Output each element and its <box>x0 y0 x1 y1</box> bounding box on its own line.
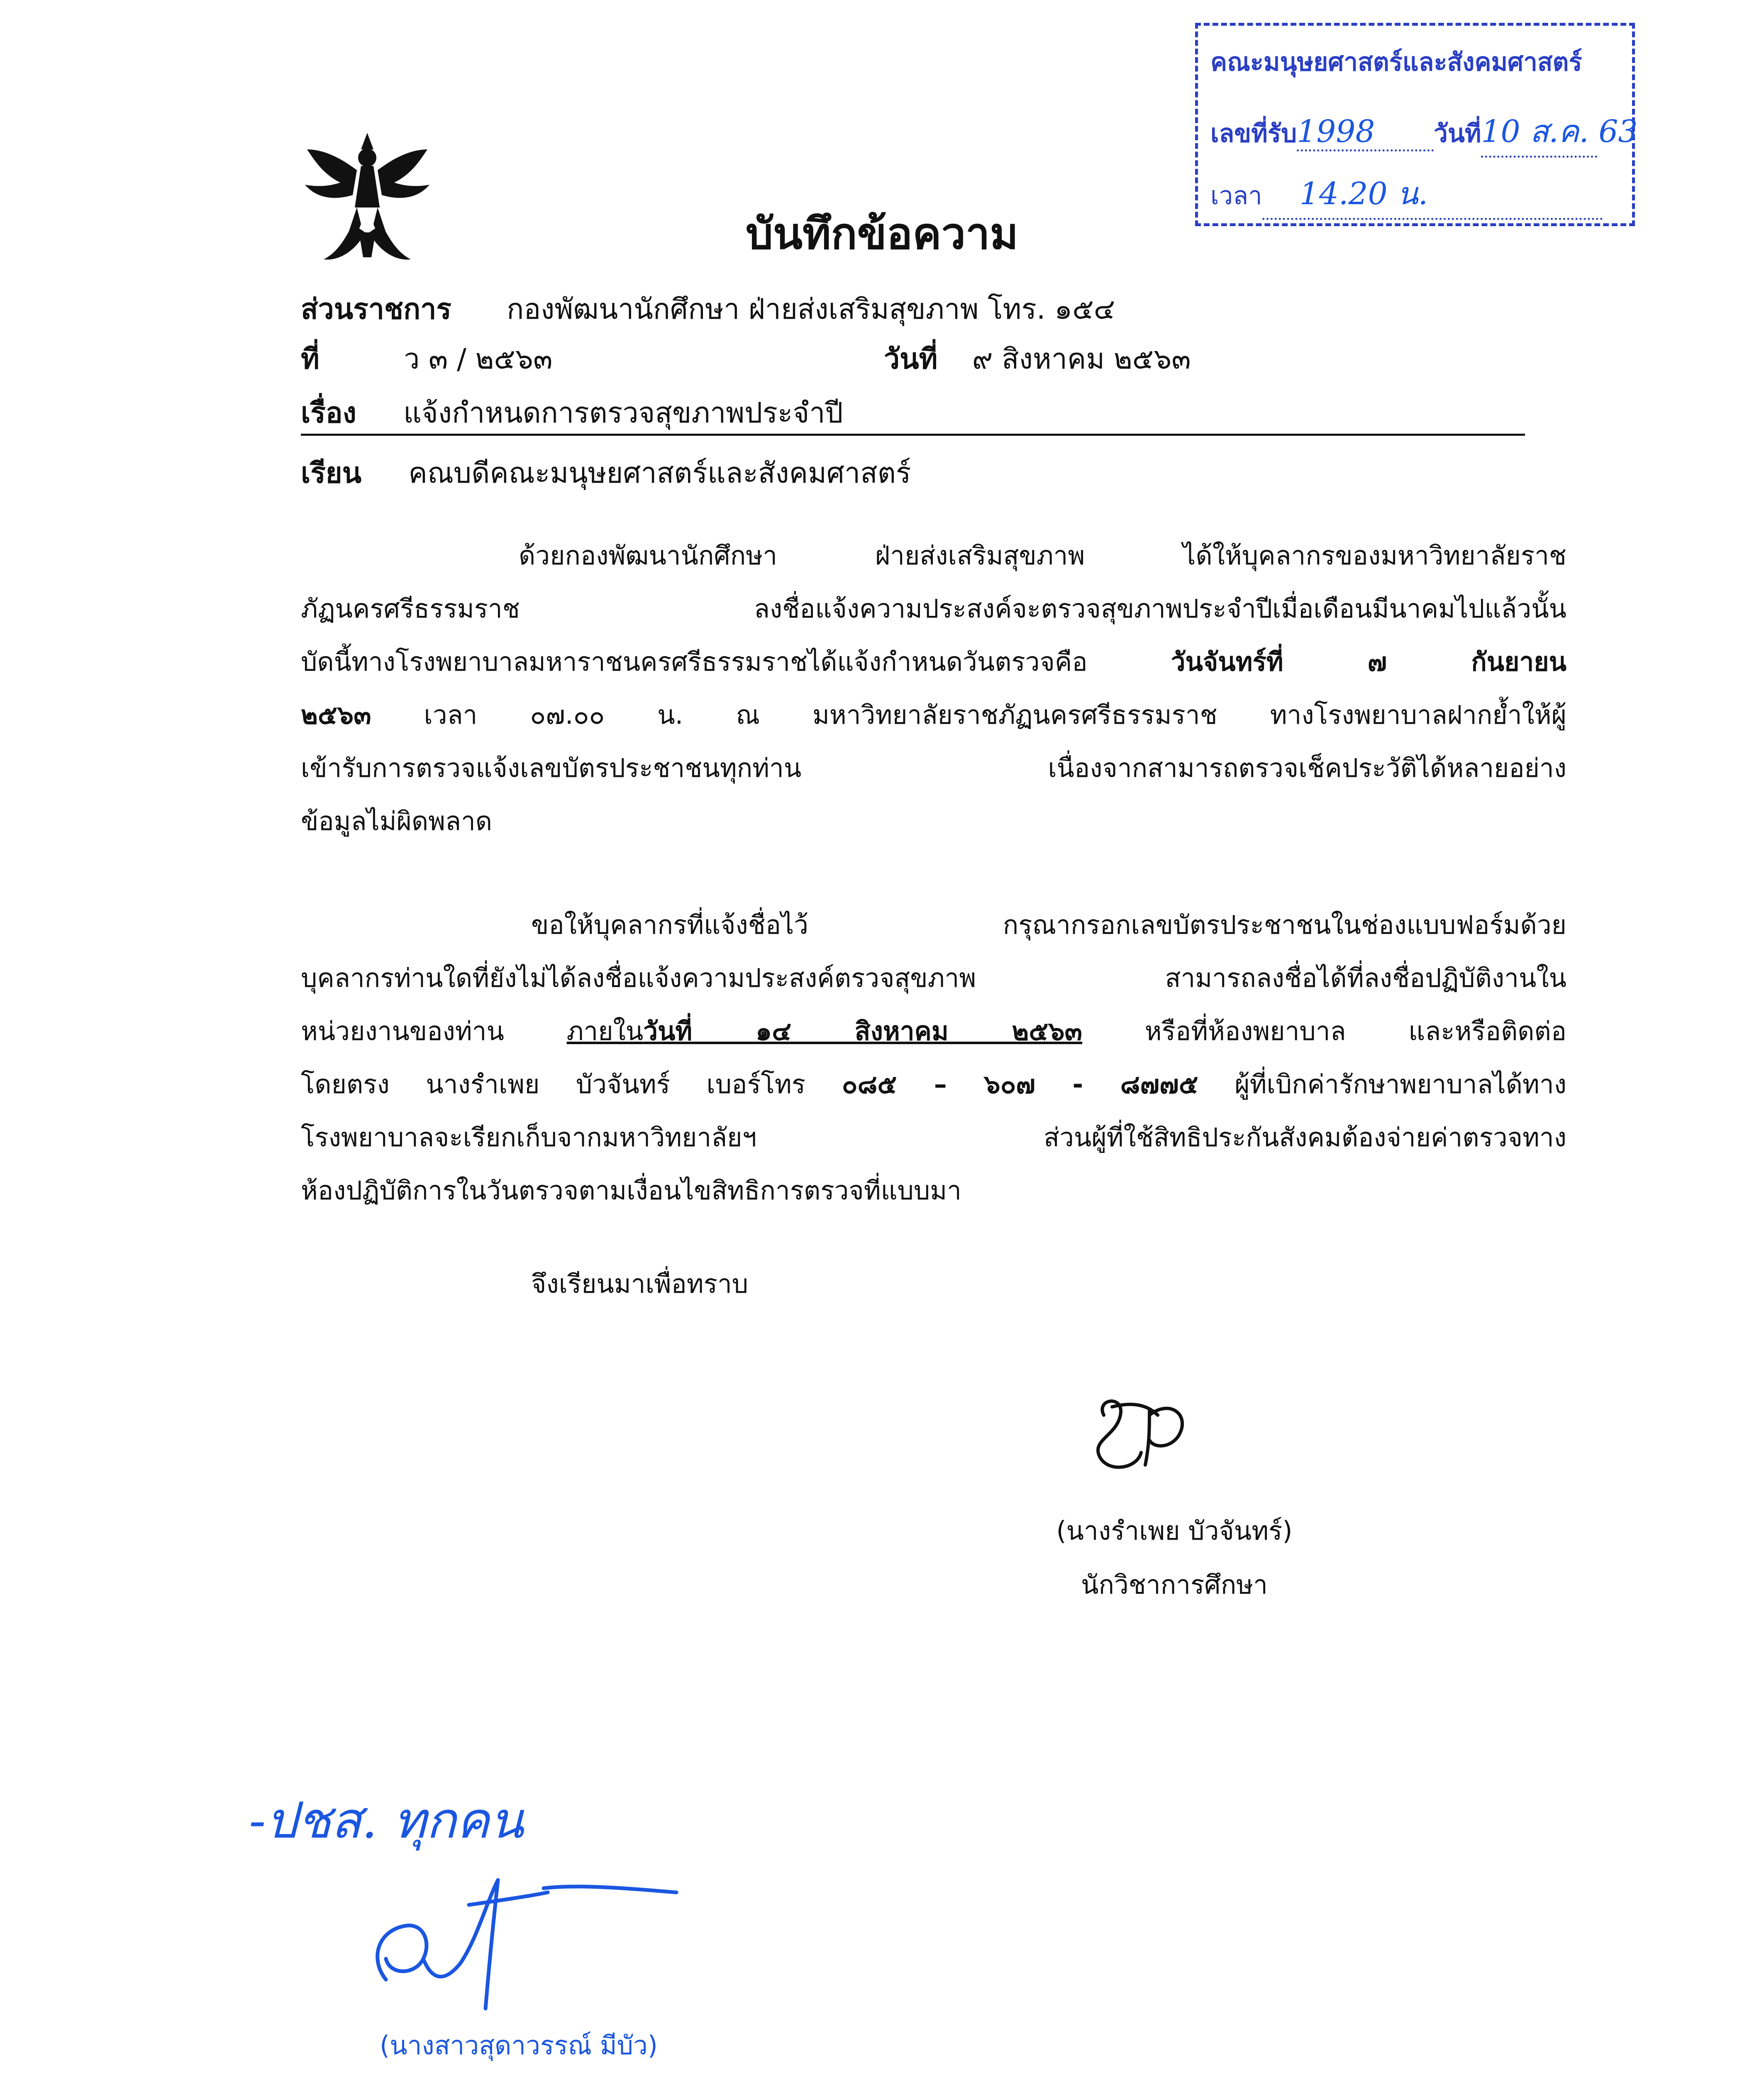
memo-date-row <box>884 336 1191 381</box>
memo-date-value: ๙ สิงหาคม ๒๕๖๓ <box>972 343 1191 376</box>
ref-label: ที่ <box>301 343 320 376</box>
stamp-time-value: 14.20 น. <box>1299 176 1428 212</box>
dean-signature <box>361 1855 685 2013</box>
signer-name: (นางรำเพย บัวจันทร์) <box>1056 1516 1293 1546</box>
p1-line-3 <box>301 635 1566 688</box>
p2-line-3 <box>301 1005 1566 1058</box>
phone-bold: ๐๘๕ – ๖๐๗ - ๘๗๗๕ <box>842 1069 1198 1099</box>
stamp-time-label: เวลา <box>1210 181 1262 210</box>
stamp-recv-row <box>1210 107 1638 158</box>
p1-line-3a: บัดนี้ทางโรงพยาบาลมหาราชนครศรีธรรมราชได้แจ้งกำหนดวันตรวจคือ <box>301 647 1171 677</box>
deadline-prefix: ภายใน <box>566 1016 644 1046</box>
to-label: เรียน <box>301 457 362 490</box>
subject-row <box>301 390 843 435</box>
p2-line-1: ขอให้บุคลากรที่แจ้งชื่อไว้ กรุณากรอกเลขบัตรประชาชนในช่องแบบฟอร์มด้วย <box>531 910 1566 940</box>
p2-line-5: โรงพยาบาลจะเรียกเก็บจากมหาวิทยาลัยฯ ส่วนผู้ที่ใช้สิทธิประกันสังคมต้องจ่ายค่าตรวจทาง <box>301 1122 1566 1152</box>
dept-value: กองพัฒนานักศึกษา ฝ่ายส่งเสริมสุขภาพ โทร. ๑๕๔ <box>507 293 1115 326</box>
ref-row <box>301 336 552 381</box>
memo-date-label: วันที่ <box>884 343 938 376</box>
dept-row <box>301 286 1115 331</box>
page-title: บันทึกข้อความ <box>745 208 1019 259</box>
p1-line-5: เข้ารับการตรวจแจ้งเลขบัตรประชาชนทุกท่าน เนื่องจากสามารถตรวจเช็คประวัติได้หลายอย่าง <box>301 753 1566 783</box>
p2-line-6: ห้องปฏิบัติการในวันตรวจตามเงื่อนไขสิทธิการตรวจที่แบบมา <box>301 1175 961 1206</box>
dept-label: ส่วนราชการ <box>301 293 451 326</box>
exam-year-bold: ๒๕๖๓ <box>301 700 371 730</box>
signer-position: นักวิชาการศึกษา <box>1081 1570 1268 1600</box>
stamp-date-label: วันที่ <box>1434 119 1481 148</box>
p2-line-2: บุคลากรท่านใดที่ยังไม่ได้ลงชื่อแจ้งความประสงค์ตรวจสุขภาพ สามารถลงชื่อได้ที่ลงชื่อปฏิบัติงานใน <box>301 963 1566 993</box>
paragraph-1 <box>301 529 1566 848</box>
to-value: คณบดีคณะมนุษยศาสตร์และสังคมศาสตร์ <box>408 457 911 490</box>
stamp-recv-label: เลขที่รับ <box>1210 119 1297 148</box>
receiving-stamp <box>1195 23 1638 226</box>
signer-signature <box>1087 1390 1203 1486</box>
subject-label: เรื่อง <box>301 397 356 430</box>
p1-line-4b: เวลา ๐๗.๐๐ น. ณ มหาวิทยาลัยราชภัฏนครศรีธรรมราช ทางโรงพยาบาลฝากย้ำให้ผู้ <box>371 700 1566 730</box>
p2-line-3a: หน่วยงานของท่าน <box>301 1016 567 1046</box>
to-row <box>301 450 911 495</box>
ref-value: ว ๓ / ๒๕๖๓ <box>404 343 553 376</box>
p2-line-4 <box>301 1058 1566 1111</box>
paragraph-2 <box>301 898 1566 1217</box>
stamp-org: คณะมนุษยศาสตร์และสังคมศาสตร์ <box>1210 48 1582 77</box>
stamp-date-value: 10 ส.ค. 63 <box>1481 114 1638 149</box>
p1-line-6: ข้อมูลไม่ผิดพลาด <box>301 806 493 836</box>
dean-name: (นางสาวสุดาวรรณ์ มีบัว) <box>380 2030 658 2060</box>
header-divider <box>301 434 1525 436</box>
p1-line-4 <box>301 688 1566 742</box>
p2-line-3d: หรือที่ห้องพยาบาล และหรือติดต่อ <box>1082 1016 1566 1046</box>
p2-line-4a: โดยตรง นางรำเพย บัวจันทร์ เบอร์โทร <box>301 1069 842 1099</box>
closing-line: จึงเรียนมาเพื่อทราบ <box>531 1269 749 1299</box>
p2-line-4c: ผู้ที่เบิกค่ารักษาพยาบาลได้ทาง <box>1198 1069 1566 1099</box>
p1-line-2: ภัฏนครศรีธรรมราช ลงชื่อแจ้งความประสงค์จะตรวจสุขภาพประจำปีเมื่อเดือนมีนาคมไปแล้วนั้น <box>301 593 1566 624</box>
subject-value: แจ้งกำหนดการตรวจสุขภาพประจำปี <box>403 397 843 430</box>
p1-line-1: ด้วยกองพัฒนานักศึกษา ฝ่ายส่งเสริมสุขภาพ ได้ให้บุคลากรของมหาวิทยาลัยราช <box>519 540 1566 571</box>
exam-date-bold: วันจันทร์ที่ ๗ กันยายน <box>1171 647 1567 677</box>
deadline-date-bold: วันที่ ๑๔ สิงหาคม ๒๕๖๓ <box>643 1016 1083 1046</box>
endorsement-note: -ปชส. ทุกคน <box>249 1792 524 1850</box>
stamp-recv-value: 1998 <box>1297 114 1375 149</box>
